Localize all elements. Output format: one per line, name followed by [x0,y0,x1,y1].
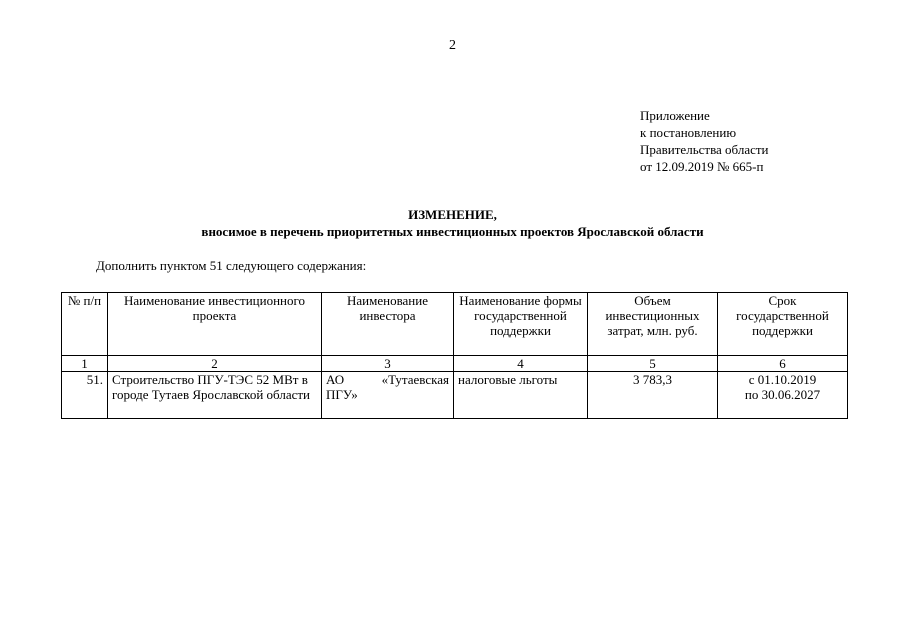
term-from: с 01.10.2019 [748,372,817,387]
header-cell: Наименование инвестора [322,293,454,356]
page-number: 2 [449,38,456,53]
appendix-line: Правительства области [640,142,769,157]
intro-text: Дополнить пунктом 51 следующего содержания: [96,258,367,273]
appendix-line: от 12.09.2019 № 665-п [640,159,764,174]
investor-part: «Тутаевская [381,372,449,387]
appendix-block [640,107,769,175]
header-cell: Наименование инвестиционного проекта [108,293,322,356]
term-to: по 30.06.2027 [744,387,821,402]
investment-cell: 3 783,3 [588,372,718,419]
table-header-row [62,293,848,356]
column-number-cell: 2 [108,356,322,372]
investor-cell [322,372,454,419]
investor-part: АО [326,372,345,387]
term-cell [718,372,848,419]
column-number-cell: 6 [718,356,848,372]
project-name-cell: Строительство ПГУ-ТЭС 52 МВт в городе Тутаев Ярославской области [108,372,322,419]
header-cell: Срок государственной поддержки [718,293,848,356]
column-number-cell: 4 [454,356,588,372]
header-cell: № п/п [62,293,108,356]
column-number-cell: 5 [588,356,718,372]
column-number-row [62,356,848,372]
column-number-cell: 3 [322,356,454,372]
projects-table [61,292,848,419]
header-cell: Наименование формы государственной поддержки [454,293,588,356]
appendix-line: Приложение [640,108,710,123]
row-number-cell: 51. [62,372,108,419]
support-form-cell: налоговые льготы [454,372,588,419]
column-number-cell: 1 [62,356,108,372]
header-cell: Объем инвестиционных затрат, млн. руб. [588,293,718,356]
document-title [0,206,905,240]
investor-part: ПГУ» [326,387,358,402]
table-row [62,372,848,419]
title-line-1: ИЗМЕНЕНИЕ, [408,207,497,222]
appendix-line: к постановлению [640,125,737,140]
title-line-2: вносимое в перечень приоритетных инвестиционных проектов Ярославской области [201,224,704,239]
